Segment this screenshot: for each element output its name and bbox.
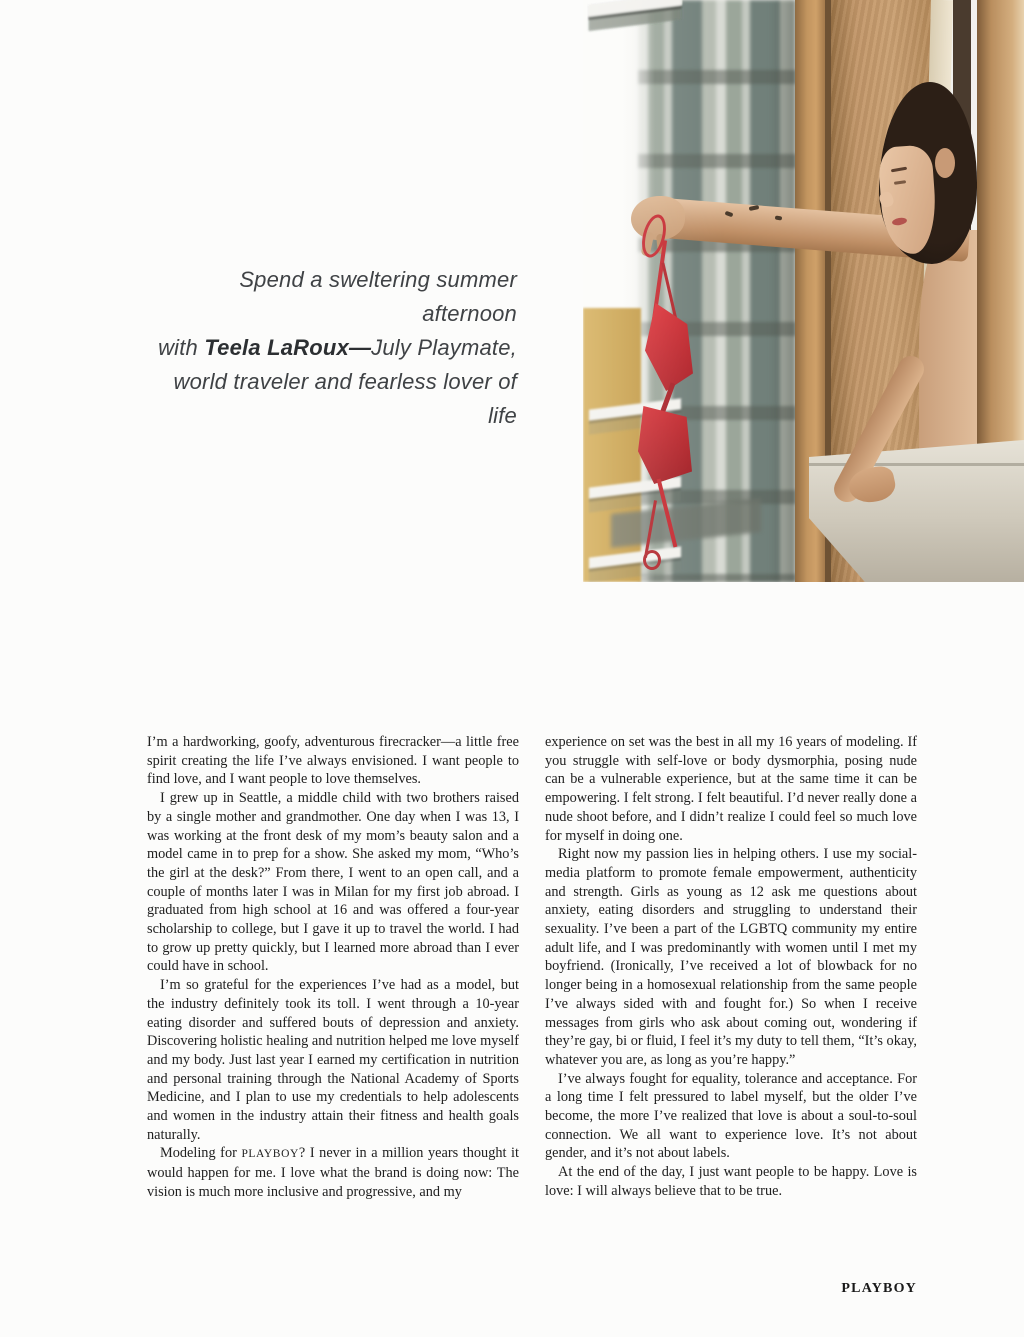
- glass-building-shadow: [769, 0, 796, 582]
- playmate-name: Teela LaRoux—: [204, 335, 372, 360]
- intro-line-2-post: July Playmate,: [371, 335, 517, 360]
- article-column-1: [147, 733, 519, 1202]
- arm-tattoo: [775, 216, 782, 221]
- paragraph: At the end of the day, I just want people to be happy. Love is love: I will always believe that to be true.: [545, 1164, 917, 1199]
- hero-photo: [583, 0, 1024, 582]
- article-body: [147, 733, 917, 1202]
- intro-line-1: Spend a sweltering summer afternoon: [239, 267, 517, 326]
- paragraph-text: ? I never in a million years thought it would happen for me. I love what the brand is doing now: The vision is much more inclusive and progressive, and my: [147, 1145, 519, 1200]
- paragraph: I’ve always fought for equality, tolerance and acceptance. For a long time I felt pressured to label myself, but the older I’ve become, the more I’ve realized that love is about a soul-to-soul connection. We all want to experience love. It’s not about gender, and it’s not about labels.: [545, 1070, 917, 1162]
- paragraph: I’m so grateful for the experiences I’ve had as a model, but the industry definitely took its toll. I went through a 10-year eating disorder and suffered bouts of depression and anxiety. Discovering holistic healing and nutrition helped me love myself and my body. Just last year I earned my certification in nutrition and personal training through the National Academy of Sports Medicine, and I plan to use my credentials to help adolescents and women in the industry attain their fitness and health goals naturally.: [147, 977, 519, 1143]
- magazine-logo: PLAYBOY: [841, 1281, 917, 1296]
- intro-line-2: [147, 331, 517, 365]
- paragraph: I’m a hardworking, goofy, adventurous firecracker—a little free spirit creating the life I’ve always envisioned. I want people to find love, and I want people to love themselves.: [147, 734, 519, 788]
- paragraph: I grew up in Seattle, a middle child with two brothers raised by a single mother and grandmother. One day when I was 13, I was working at the front desk of my mom’s beauty salon and a model came in to prep for a show. She asked my mom, “Who’s the girl at the desk?” From there, I went to an open call, and a couple of months later I was in Milan for my first job abroad. I graduated from high school at 16 and was offered a four-year scholarship to college, but I gave it up to travel the world. I had to grow up pretty quickly, but I learned more abroad than I ever could have in school.: [147, 790, 519, 975]
- ear: [935, 148, 955, 178]
- intro-line-3: world traveler and fearless lover of life: [173, 369, 517, 428]
- paragraph: Right now my passion lies in helping others. I use my social-media platform to promote female empowerment, authenticity and strength. Girls as young as 12 ask me questions about anxiety, eating disorders and struggling to understand their sexuality. I’ve been a part of the LGBTQ community my entire adult life, and I was predominantly with women until I met my boyfriend. (Ironically, I’ve received a lot of blowback for no longer being in a homosexual relationship from the same people I’ve always sided with and fought for.) So when I receive messages from girls who ask about coming out, wondering if they’re gay, bi or fluid, I feel it’s my duty to tell them, “It’s okay, whatever you are, as long as you’re happy.”: [545, 846, 917, 1068]
- intro-deck: [147, 263, 517, 433]
- red-bra-hook: [643, 550, 661, 570]
- article-column-2: [545, 733, 917, 1202]
- intro-line-2-pre: with: [158, 335, 205, 360]
- paragraph: experience on set was the best in all my 16 years of modeling. If you struggle with self-love or body dysmorphia, posing nude can be a vulnerable experience, but at the same time it can be empowering. I felt strong. I felt beautiful. I’d never really done a nude shoot before, and I didn’t realize I could feel so much love for myself in doing one.: [545, 734, 917, 844]
- paragraph: [147, 1144, 519, 1201]
- brand-smallcaps: PLAYBOY: [241, 1148, 299, 1161]
- paragraph-text: Modeling for: [160, 1145, 242, 1162]
